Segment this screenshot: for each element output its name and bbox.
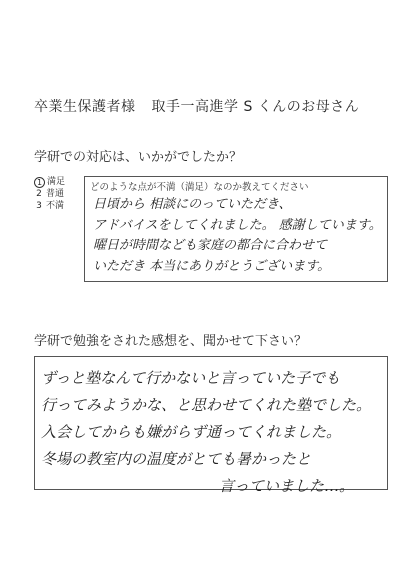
answer-box-2[interactable] [34, 356, 388, 495]
rating-options [34, 176, 65, 212]
rating-option-number: 1 [34, 177, 45, 188]
handwritten-line: ずっと塾なんて行かないと言っていた子でも [41, 369, 341, 387]
rating-option-label: 普通 [46, 189, 65, 199]
handwritten-answer-1 [93, 195, 382, 277]
handwritten-line: 行ってみようかな、と思わせてくれた塾でした。 [41, 396, 372, 414]
handwritten-line: アドバイスをしてくれました。 感謝しています。 [93, 217, 382, 233]
rating-option-3[interactable] [34, 200, 65, 212]
rating-option-number: 2 [36, 189, 42, 199]
rating-option-2[interactable] [34, 188, 65, 200]
rating-option-number: 3 [36, 201, 42, 211]
answer-box-1[interactable] [84, 176, 388, 282]
handwritten-line: いただき 本当にありがとうございます。 [93, 258, 331, 274]
question-2-label: 学研で勉強をされた感想を、聞かせて下さい？ [34, 334, 308, 349]
handwritten-line: 入会してからも嫌がらず通ってくれました。 [41, 423, 342, 441]
rating-option-1[interactable] [34, 176, 65, 188]
handwritten-line: 冬場の教室内の温度がとても暑かったと [41, 450, 312, 468]
rating-option-label: 不満 [46, 201, 65, 211]
page-header [34, 96, 359, 116]
question-1-label: 学研での対応は、いかがでしたか？ [34, 150, 243, 165]
handwritten-line: 曜日が時間なども家庭の都合に合わせて [93, 238, 328, 253]
page-title: 卒業生保護者様 [34, 99, 136, 115]
handwritten-answer-2 [41, 365, 371, 500]
answer-box-1-prompt: どのような点が不満（満足）なのか教えてください [90, 182, 309, 193]
rating-option-label: 満足 [47, 177, 66, 187]
handwritten-line: 日頃から 相談にのっていただき、 [93, 197, 292, 212]
handwritten-line: 言っていました…。 [219, 477, 355, 495]
page-subtitle: 取手一高進学 S くんのお母さん [151, 99, 360, 115]
